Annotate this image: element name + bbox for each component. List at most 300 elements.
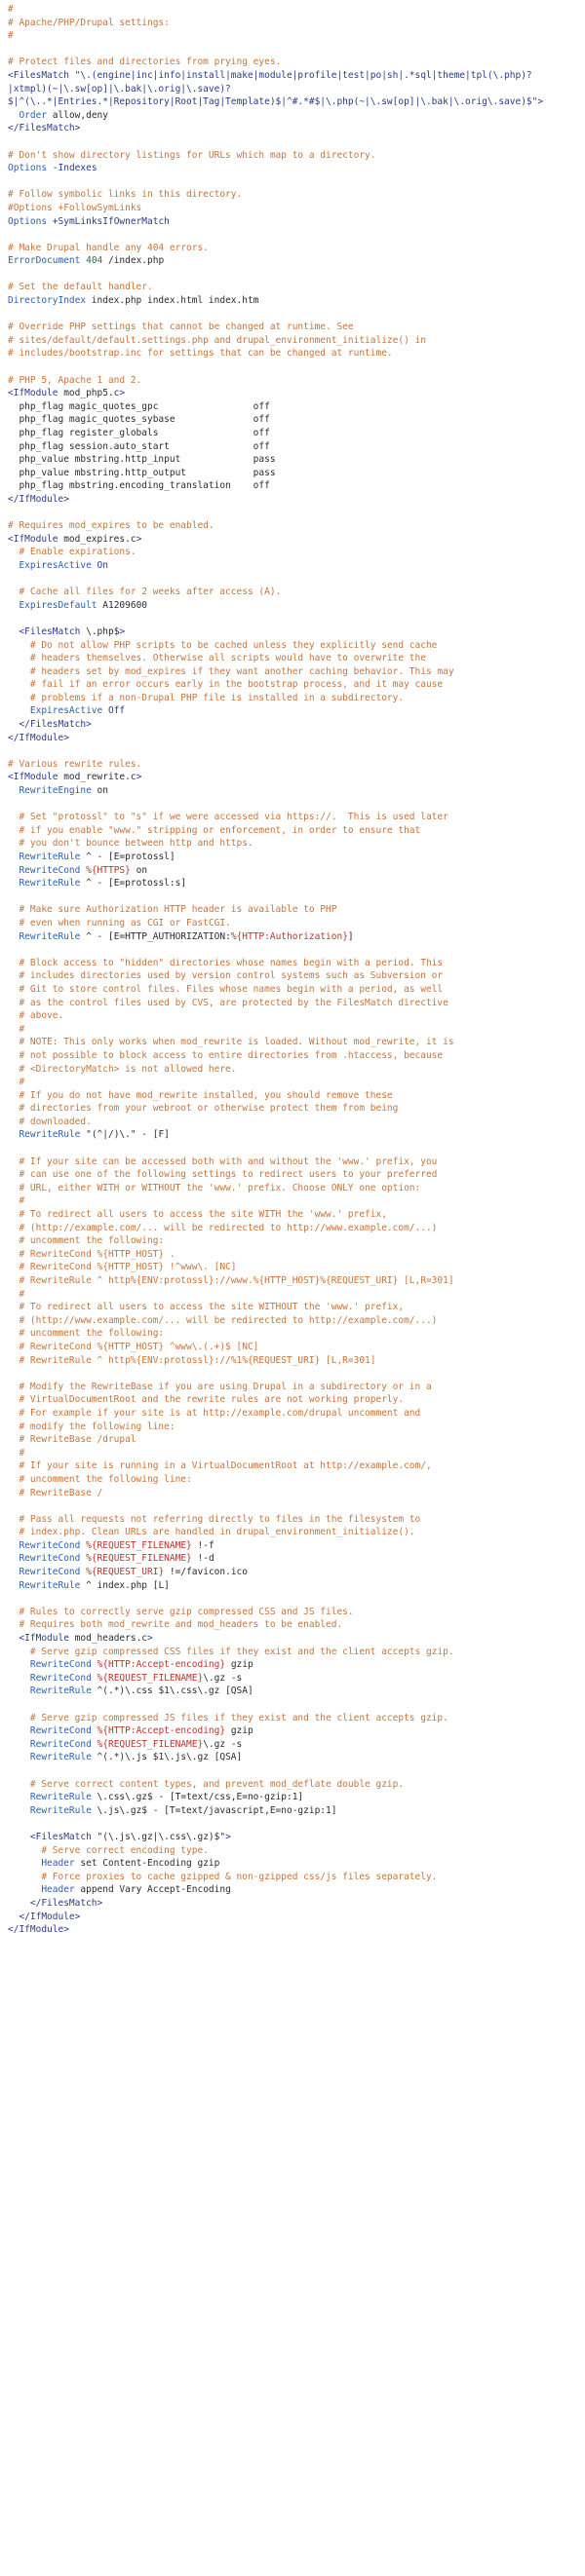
comment-token: # Requires mod_expires to be enabled. — [8, 520, 214, 532]
code-line — [8, 294, 585, 308]
comment-token: # Follow symbolic links in this directory. — [8, 189, 243, 201]
directive-token: Options — [8, 163, 48, 174]
directive-token: RewriteCond — [29, 1672, 92, 1684]
comment-token: # — [8, 1077, 25, 1088]
directive-token: ExpiresActive — [29, 705, 103, 717]
comment-token: # Requires both mod_rewrite and mod_headers to be enabled. — [8, 1619, 343, 1631]
tag-token: <IfModule — [19, 1633, 69, 1645]
code-line — [8, 122, 585, 135]
directive-token: RewriteCond — [19, 1539, 81, 1551]
comment-token: # includes directories used by version control systems such as Subversion or — [8, 970, 444, 982]
code-line — [8, 771, 585, 784]
code-line — [8, 758, 585, 772]
variable-token: %{REQUEST_FILENAME} — [97, 1738, 204, 1750]
code-line — [8, 798, 585, 812]
text-token — [8, 1633, 19, 1644]
comment-token: # RewriteCond %{HTTP_HOST} . — [8, 1248, 176, 1260]
code-line — [8, 254, 585, 268]
text-token — [8, 1898, 30, 1909]
code-line — [8, 493, 585, 507]
code-line — [8, 1433, 585, 1447]
code-line — [8, 507, 585, 520]
comment-token: # Rules to correctly serve gzip compressed CSS and JS files. — [8, 1606, 354, 1617]
comment-token: # Apache/PHP/Drupal settings: — [8, 17, 170, 28]
code-line — [8, 930, 585, 944]
text-token — [8, 1659, 30, 1670]
tag-token: <IfModule — [8, 772, 58, 783]
text-token — [8, 1129, 19, 1140]
code-line — [8, 1817, 585, 1831]
directive-token: Order — [19, 109, 48, 121]
text-token: ^ - [E=HTTP_AUTHORIZATION: — [80, 930, 231, 942]
text-token: ] — [347, 930, 354, 942]
comment-token: # you don't bounce between http and https. — [8, 838, 254, 850]
text-token: mod_expires.c — [58, 533, 136, 545]
code-line — [8, 1248, 585, 1262]
text-token: "(\.js\.gz|\.css\.gz)$" — [91, 1831, 226, 1842]
text-token: \.css\.gz$ - [T=text/css,E=no-gzip:1] — [91, 1792, 304, 1803]
code-line — [8, 559, 585, 573]
text-token — [8, 1580, 19, 1591]
text-token — [8, 865, 19, 876]
directive-token: RewriteRule — [19, 878, 81, 890]
tag-token: <FilesMatch — [8, 69, 75, 81]
tag-token: > — [119, 625, 126, 637]
comment-token: # Don't show directory listings for URLs which map to a directory. — [8, 149, 376, 161]
code-line — [8, 1857, 585, 1871]
directive-token: ExpiresDefault — [19, 599, 98, 611]
text-token: php_flag mbstring.encoding_translation off — [8, 480, 270, 492]
directive-token: RewriteRule — [29, 1752, 92, 1763]
variable-token: %{HTTPS} — [86, 864, 131, 876]
text-token: php_flag magic_quotes_sybase off — [8, 414, 270, 426]
code-line — [8, 1301, 585, 1314]
tag-token: <FilesMatch — [29, 1831, 92, 1842]
text-token: mod_php5.c — [58, 388, 120, 399]
code-line — [8, 943, 585, 957]
code-line — [8, 1459, 585, 1473]
text-token — [8, 852, 19, 862]
code-line — [8, 1049, 585, 1063]
code-line — [8, 1778, 585, 1792]
directive-token: RewriteRule — [19, 930, 81, 942]
code-line — [8, 851, 585, 864]
code-line — [8, 533, 585, 547]
directive-token: RewriteRule — [19, 1129, 81, 1141]
text-token — [8, 600, 19, 611]
text-token — [8, 705, 30, 716]
comment-token: # — [8, 1288, 25, 1300]
directive-token: RewriteCond — [19, 1553, 81, 1565]
comment-token: # PHP 5, Apache 1 and 2. — [8, 374, 142, 386]
variable-token: %{REQUEST_URI} — [86, 1567, 165, 1578]
text-token: /index.php — [102, 255, 165, 267]
comment-token: # Make sure Authorization HTTP header is available to PHP — [8, 904, 337, 916]
code-line — [8, 732, 585, 745]
tag-token: > — [136, 772, 142, 783]
code-line — [8, 1473, 585, 1487]
comment-token: # Make Drupal handle any 404 errors. — [8, 242, 209, 253]
comment-token: # Serve correct encoding type. — [8, 1844, 209, 1856]
tag-token: </IfModule> — [8, 493, 69, 505]
text-token: gzip — [225, 1659, 254, 1671]
text-token: ^(.*)\.css $1\.css\.gz [QSA] — [91, 1686, 254, 1697]
comment-token: # RewriteRule ^ http%{ENV:protossl}://www.%{HTTP_HOST}%{REQUEST_URI} [L,R=301] — [8, 1275, 454, 1286]
code-line — [8, 1844, 585, 1858]
code-line — [8, 1314, 585, 1328]
comment-token: # Set "protossl" to "s" if we were accessed via https://. This is used later — [8, 812, 448, 823]
comment-token: # — [8, 1447, 25, 1458]
code-line — [8, 1274, 585, 1288]
code-line — [8, 109, 585, 123]
text-token — [8, 1567, 19, 1577]
code-line — [8, 1155, 585, 1169]
text-token — [8, 878, 19, 889]
code-line — [8, 467, 585, 480]
code-line — [8, 1618, 585, 1632]
code-line — [8, 811, 585, 824]
directive-token: RewriteRule — [29, 1686, 92, 1697]
code-line — [8, 281, 585, 294]
text-token — [8, 931, 19, 942]
directive-token: RewriteRule — [29, 1792, 92, 1803]
text-token: set Content-Encoding gzip — [74, 1858, 220, 1870]
comment-token: # Serve gzip compressed CSS files if they exist and the client accepts gzip. — [8, 1646, 454, 1657]
text-token: gzip — [225, 1725, 254, 1737]
text-token — [8, 1912, 19, 1922]
code-line — [8, 308, 585, 322]
comment-token: # RewriteCond %{HTTP_HOST} ^www\.(.+)$ [NC] — [8, 1341, 259, 1352]
code-line — [8, 1063, 585, 1077]
comment-token: # For example if your site is at http://example.com/drupal uncomment and — [8, 1407, 421, 1419]
code-line — [8, 162, 585, 175]
comment-token: # <DirectoryMatch> is not allowed here. — [8, 1063, 237, 1075]
code-line — [8, 1566, 585, 1579]
text-token: on — [130, 864, 148, 876]
code-line — [8, 1897, 585, 1911]
code-line — [8, 678, 585, 692]
code-line — [8, 268, 585, 282]
comment-token: # headers set by mod_expires if they want another caching behavior. This may — [8, 665, 454, 677]
code-line — [8, 1592, 585, 1606]
code-line — [8, 83, 585, 96]
comment-token: # above. — [8, 1010, 64, 1022]
text-token: !=/favicon.ico — [164, 1567, 248, 1578]
text-token: \.gz -s — [203, 1672, 243, 1684]
code-line — [8, 1168, 585, 1182]
code-line — [8, 29, 585, 43]
comment-token: # Force proxies to cache gzipped & non-gzipped css/js files separately. — [8, 1871, 438, 1882]
text-token — [8, 560, 19, 571]
text-token: A1209600 — [97, 599, 148, 611]
code-line — [8, 692, 585, 705]
code-line — [8, 625, 585, 639]
code-line — [8, 17, 585, 30]
code-line — [8, 1421, 585, 1434]
code-line — [8, 1552, 585, 1566]
string-token: -Indexes — [52, 163, 98, 174]
comment-token: # NOTE: This only works when mod_rewrite is loaded. Without mod_rewrite, it is — [8, 1037, 454, 1048]
code-line — [8, 3, 585, 17]
code-line — [8, 546, 585, 559]
directive-token: RewriteEngine — [19, 785, 92, 797]
text-token: ^ - [E=protossl:s] — [80, 878, 187, 890]
string-token: |xtmpl)(~|\.sw[op]|\.bak|\.orig|\.save)? — [8, 83, 231, 95]
comment-token: # RewriteBase / — [8, 1487, 103, 1498]
code-line — [8, 1194, 585, 1208]
code-line — [8, 1487, 585, 1500]
comment-token: # can use one of the following settings to redirect users to your preferred — [8, 1169, 438, 1181]
tag-token: > — [147, 1633, 153, 1645]
text-token: mod_headers.c — [68, 1633, 148, 1645]
comment-token: # modify the following line: — [8, 1421, 176, 1432]
text-token — [8, 1752, 30, 1762]
tag-token: <IfModule — [8, 388, 58, 399]
comment-token: # Cache all files for 2 weeks after access (A). — [8, 587, 282, 598]
text-token: !-d — [191, 1553, 214, 1565]
comment-token: # RewriteCond %{HTTP_HOST} !^www\. [NC] — [8, 1262, 237, 1273]
code-line — [8, 149, 585, 163]
comment-token: # Git to store control files. Files whose names begin with a period, as well — [8, 983, 444, 995]
code-line — [8, 1751, 585, 1764]
code-line — [8, 1579, 585, 1593]
comment-token: # fail if an error occurs early in the bootstrap process, and it may cause — [8, 679, 444, 691]
code-line — [8, 413, 585, 427]
text-token — [8, 1725, 30, 1736]
text-token: ^ index.php [L] — [80, 1579, 170, 1591]
code-line — [8, 1658, 585, 1672]
comment-token: #Options +FollowSymLinks — [8, 202, 142, 213]
text-token: php_flag magic_quotes_gpc off — [8, 400, 270, 412]
directive-token: RewriteCond — [29, 1738, 92, 1750]
code-line — [8, 1393, 585, 1407]
code-line — [8, 1208, 585, 1222]
number-token: 404 — [86, 255, 103, 267]
directive-token: RewriteRule — [19, 1579, 81, 1591]
code-line — [8, 360, 585, 374]
tag-token: </FilesMatch> — [29, 1897, 103, 1909]
code-line — [8, 837, 585, 851]
text-token — [8, 719, 19, 730]
code-line — [8, 652, 585, 665]
comment-token: # Enable expirations. — [8, 547, 136, 558]
code-line — [8, 1764, 585, 1778]
code-line — [8, 1804, 585, 1818]
comment-token: # uncomment the following line: — [8, 1473, 192, 1485]
code-line — [8, 665, 585, 679]
code-line — [8, 1142, 585, 1155]
directive-token: RewriteRule — [29, 1804, 92, 1816]
code-line — [8, 1341, 585, 1354]
code-line — [8, 56, 585, 69]
text-token — [8, 1673, 30, 1684]
directive-token: Options — [8, 215, 48, 227]
comment-token: # Override PHP settings that cannot be changed at runtime. See — [8, 322, 354, 333]
comment-token: # if you enable "www." stripping or enforcement, in order to ensure that — [8, 824, 421, 836]
code-line — [8, 639, 585, 653]
code-line — [8, 784, 585, 798]
code-line — [8, 519, 585, 533]
string-token: $|^(\..*|Entries.*|Repository|Root|Tag|Template)$|^#.*#$|\.php(~|\.sw[op]|\.bak|\.orig\.save)$" — [8, 96, 538, 108]
variable-token: %{HTTP:Accept-encoding} — [97, 1659, 226, 1671]
code-line — [8, 890, 585, 904]
text-token: php_value mbstring.http_input pass — [8, 454, 276, 466]
tag-token: </IfModule> — [8, 732, 69, 743]
comment-token: # Serve correct content types, and prevent mod_deflate double gzip. — [8, 1778, 405, 1790]
directive-token: DirectoryIndex — [8, 295, 87, 307]
code-line — [8, 704, 585, 718]
text-token — [8, 1739, 30, 1750]
directive-token: RewriteRule — [19, 852, 81, 862]
comment-token: # To redirect all users to access the site WITH the 'www.' prefix, — [8, 1209, 387, 1221]
comment-token: # even when running as CGI or FastCGI. — [8, 917, 231, 928]
code-line — [8, 1685, 585, 1698]
comment-token: # Pass all requests not referring directly to files in the filesystem to — [8, 1513, 421, 1525]
code-line — [8, 1036, 585, 1049]
code-line — [8, 612, 585, 625]
code-line — [8, 1222, 585, 1235]
text-token — [8, 110, 19, 121]
code-line — [8, 1182, 585, 1195]
comment-token: # To redirect all users to access the site WITHOUT the 'www.' prefix, — [8, 1302, 405, 1313]
code-line — [8, 453, 585, 467]
text-token — [8, 1553, 19, 1564]
comment-token: # problems if a non-Drupal PHP file is installed in a subdirectory. — [8, 692, 405, 703]
code-line — [8, 1539, 585, 1553]
code-line — [8, 599, 585, 613]
comment-token: # uncomment the following: — [8, 1235, 165, 1247]
comment-token: # RewriteBase /drupal — [8, 1434, 136, 1446]
tag-token: </IfModule> — [8, 1924, 69, 1936]
text-token: php_value mbstring.http_output pass — [8, 467, 276, 478]
code-line — [8, 1102, 585, 1116]
directive-token: RewriteCond — [29, 1659, 92, 1671]
text-token: \.js\.gz$ - [T=text/javascript,E=no-gzip:1] — [91, 1804, 337, 1816]
code-line — [8, 877, 585, 890]
code-line — [8, 1646, 585, 1659]
text-token: allow,deny — [47, 109, 108, 121]
text-token: mod_rewrite.c — [58, 772, 136, 783]
code-line — [8, 824, 585, 838]
code-line — [8, 1354, 585, 1368]
code-line — [8, 321, 585, 334]
code-line — [8, 969, 585, 983]
directive-token: Header — [41, 1884, 75, 1896]
code-line — [8, 573, 585, 587]
text-token — [8, 626, 19, 637]
code-line — [8, 983, 585, 997]
code-line — [8, 215, 585, 229]
directive-token: ErrorDocument — [8, 255, 81, 267]
code-line — [8, 1076, 585, 1089]
tag-token: > — [537, 96, 544, 108]
code-line — [8, 202, 585, 215]
code-line — [8, 1871, 585, 1884]
code-line — [8, 242, 585, 255]
code-line — [8, 1327, 585, 1341]
comment-token: # If you do not have mod_rewrite installed, you should remove these — [8, 1089, 393, 1101]
text-token — [8, 1858, 41, 1869]
comment-token: # — [8, 1195, 25, 1207]
comment-token: # — [8, 30, 14, 42]
comment-token: # includes/bootstrap.inc for settings that can be changed at runtime. — [8, 348, 393, 360]
comment-token: # Protect files and directories from prying eyes. — [8, 57, 282, 68]
variable-token: %{HTTP:Authorization} — [230, 930, 348, 942]
code-line — [8, 1923, 585, 1937]
variable-token: %{REQUEST_FILENAME} — [97, 1672, 204, 1684]
text-token — [8, 785, 19, 796]
text-token — [8, 1805, 30, 1816]
code-line — [8, 586, 585, 599]
comment-token: # sites/default/default.settings.php and drupal_environment_initialize() in — [8, 334, 426, 346]
comment-token: # (http://example.com/... will be redirected to http://www.example.com/...) — [8, 1222, 438, 1233]
text-token — [8, 1686, 30, 1696]
text-token: on — [91, 785, 108, 797]
text-token: php_flag register_globals off — [8, 428, 270, 438]
code-line — [8, 387, 585, 400]
code-line — [8, 1526, 585, 1539]
code-line — [8, 957, 585, 970]
string-token: Off — [107, 705, 126, 717]
code-line — [8, 1513, 585, 1527]
tag-token: <FilesMatch — [19, 625, 81, 637]
comment-token: # as the control files used by CVS, are protected by the FilesMatch directive — [8, 997, 448, 1008]
text-token — [8, 1884, 41, 1895]
code-line — [8, 903, 585, 917]
code-line — [8, 864, 585, 878]
code-line — [8, 69, 585, 83]
string-token: On — [97, 559, 108, 571]
comment-token: # Various rewrite rules. — [8, 758, 142, 770]
code-line — [8, 1447, 585, 1460]
text-token: !-f — [191, 1539, 214, 1551]
directive-token: ExpiresActive — [19, 559, 92, 571]
text-token: index.php index.html index.htm — [86, 295, 259, 307]
code-line — [8, 1261, 585, 1274]
comment-token: # VirtualDocumentRoot and the rewrite rules are not working properly. — [8, 1394, 405, 1406]
code-line — [8, 744, 585, 758]
code-line — [8, 1712, 585, 1725]
text-token: \.gz -s — [203, 1738, 243, 1750]
code-line — [8, 43, 585, 57]
comment-token: # Block access to "hidden" directories whose names begin with a period. This — [8, 957, 444, 968]
comment-token: # Serve gzip compressed JS files if they exist and the client accepts gzip. — [8, 1712, 448, 1724]
comment-token: # — [8, 1023, 25, 1035]
code-line — [8, 135, 585, 149]
code-line — [8, 1499, 585, 1513]
comment-token: # Set the default handler. — [8, 282, 153, 293]
text-token — [8, 1540, 19, 1551]
code-line — [8, 917, 585, 930]
text-token — [8, 1792, 30, 1802]
comment-token: # uncomment the following: — [8, 1328, 165, 1340]
code-line — [8, 1009, 585, 1023]
code-line — [8, 188, 585, 202]
code-line — [8, 175, 585, 189]
variable-token: %{HTTP:Accept-encoding} — [97, 1725, 226, 1737]
comment-token: # (http://www.example.com/... will be redirected to http://example.com/...) — [8, 1314, 438, 1326]
tag-token: </FilesMatch> — [8, 123, 81, 134]
comment-token: # not possible to block access to entire directories from .htaccess, because — [8, 1049, 444, 1061]
code-line — [8, 1724, 585, 1738]
code-line — [8, 440, 585, 454]
directive-token: RewriteCond — [19, 864, 81, 876]
string-token: +SymLinksIfOwnerMatch — [52, 215, 170, 227]
code-line — [8, 1911, 585, 1924]
text-token: php_flag session.auto_start off — [8, 440, 270, 452]
code-line — [8, 1288, 585, 1302]
code-line — [8, 400, 585, 414]
